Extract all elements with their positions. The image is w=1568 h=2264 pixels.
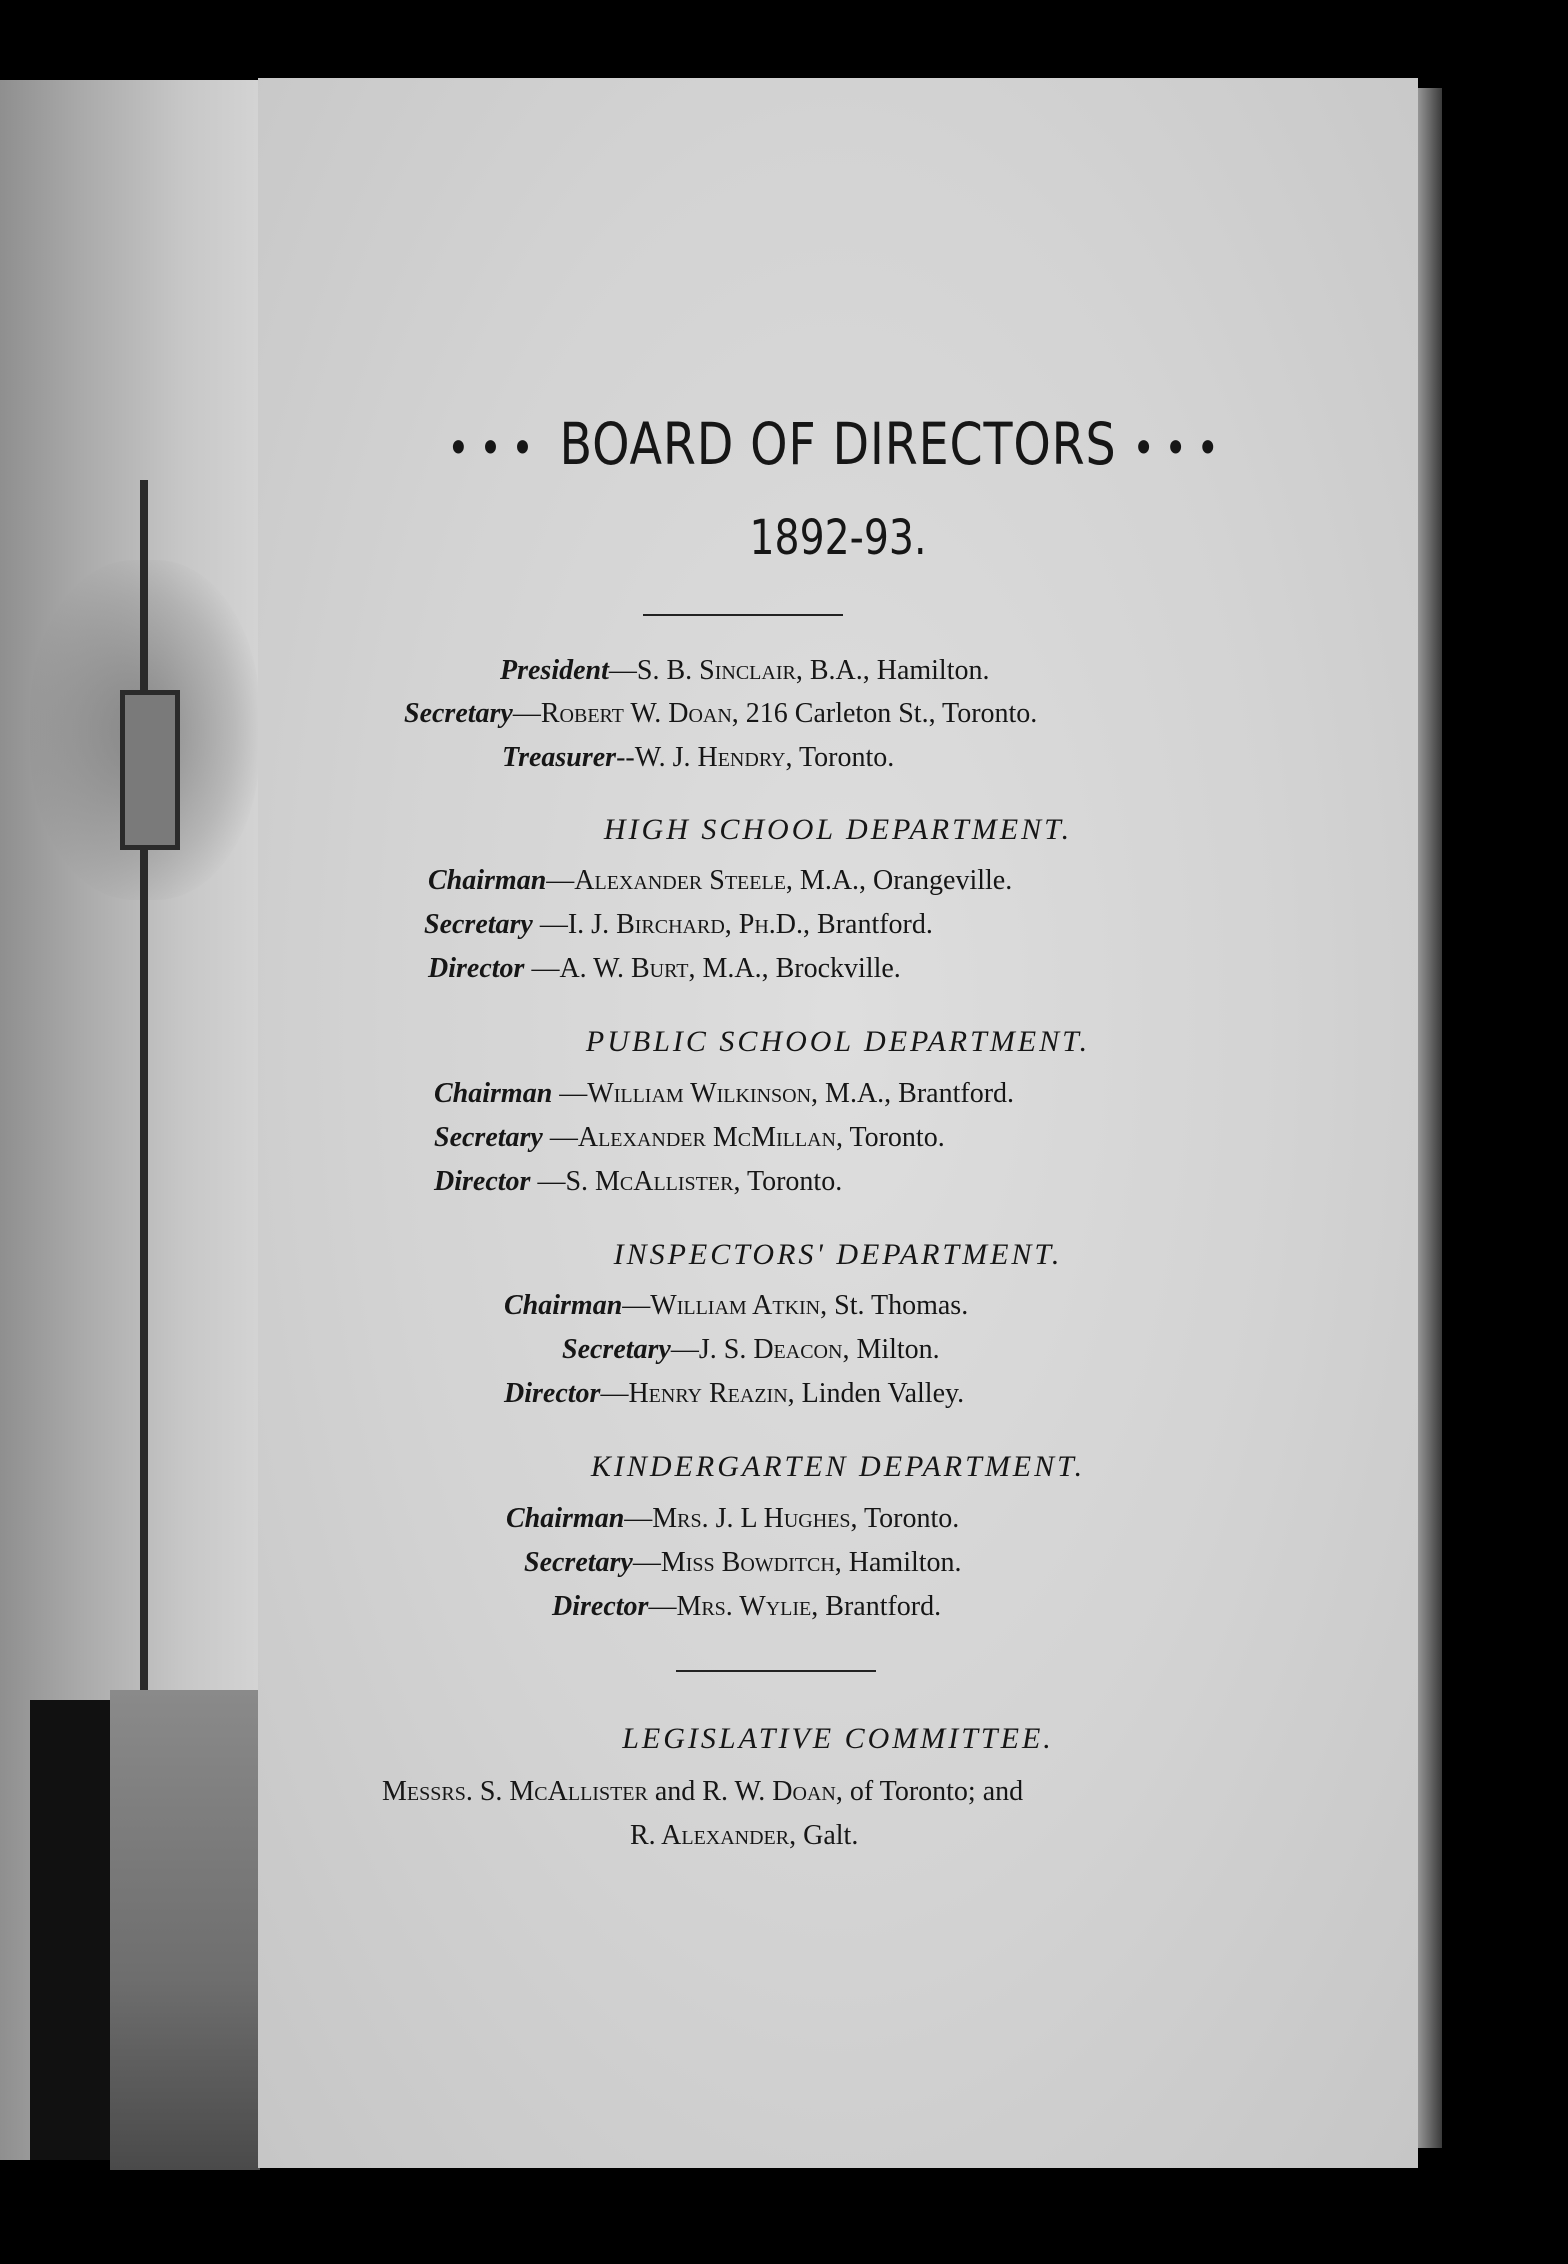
- separator: —: [546, 865, 575, 896]
- role-label: Treasurer: [502, 742, 617, 773]
- role-label: Secretary: [562, 1334, 671, 1365]
- person-details: , Brantford.: [803, 909, 933, 940]
- divider-bottom: [676, 1670, 876, 1672]
- legislative-line-1: [382, 1776, 1023, 1808]
- title-dots-right: •••: [1132, 420, 1229, 475]
- section-heading-high-school: HIGH SCHOOL DEPARTMENT.: [603, 813, 1073, 846]
- person-name: Miss Bowditch: [660, 1547, 835, 1578]
- separator: —: [542, 1122, 578, 1153]
- legislative-line-2: [630, 1820, 858, 1852]
- role-label: Secretary: [434, 1122, 543, 1153]
- separator: —: [532, 909, 568, 940]
- person-name: Mrs. J. L Hughes: [652, 1503, 851, 1534]
- role-label: Chairman: [428, 865, 547, 896]
- page-title: [362, 410, 1313, 478]
- person-name: Mrs. Wylie: [676, 1591, 812, 1622]
- person-details: , St. Thomas.: [820, 1290, 969, 1321]
- person-details: , Toronto.: [835, 1122, 945, 1153]
- person-name: William Atkin: [650, 1290, 821, 1321]
- role-label: Chairman: [504, 1290, 623, 1321]
- person-name: A. W. Burt: [559, 953, 689, 984]
- role-label: President: [500, 655, 609, 686]
- person-name: Messrs. S. McAllister: [382, 1776, 648, 1807]
- title-dots-left: •••: [447, 420, 544, 475]
- section-heading-legislative: LEGISLATIVE COMMITTEE.: [622, 1722, 1054, 1755]
- person-name: Robert W. Doan: [540, 698, 732, 729]
- member-row: [428, 953, 901, 985]
- person-details: , Linden Valley.: [787, 1378, 965, 1409]
- separator: --: [616, 742, 635, 773]
- role-label: Secretary: [404, 698, 513, 729]
- person-name: Henry Reazin: [628, 1378, 788, 1409]
- person-name: R. Alexander: [630, 1820, 790, 1851]
- separator: —: [512, 698, 541, 729]
- member-row: [424, 909, 933, 941]
- member-row: [428, 865, 1012, 897]
- person-name: William Wilkinson: [587, 1078, 812, 1109]
- person-details: , Galt.: [789, 1820, 859, 1851]
- role-label: Director: [552, 1591, 649, 1622]
- role-label: Director: [504, 1378, 601, 1409]
- divider-top: [643, 614, 843, 616]
- member-row: [434, 1166, 842, 1198]
- member-row: [562, 1334, 940, 1366]
- person-name: J. S. Deacon: [698, 1334, 843, 1365]
- officer-secretary: [404, 698, 1037, 730]
- person-details: , Brantford.: [811, 1591, 942, 1622]
- separator: —: [524, 953, 560, 984]
- role-label: Chairman: [434, 1078, 553, 1109]
- title-text: BOARD OF DIRECTORS: [559, 410, 1117, 478]
- separator: —: [622, 1290, 651, 1321]
- person-details: , M.A., Brockville.: [688, 953, 901, 984]
- person-details: , M.A., Brantford.: [811, 1078, 1015, 1109]
- officer-president: [500, 655, 990, 687]
- person-details: , 216 Carleton St., Toronto.: [731, 698, 1038, 729]
- member-row: [552, 1591, 941, 1623]
- binding-notch: [120, 690, 180, 850]
- binding-spine: [140, 480, 148, 1780]
- member-row: [504, 1378, 964, 1410]
- role-label: Director: [428, 953, 525, 984]
- officer-treasurer: [502, 742, 894, 774]
- role-label: Secretary: [424, 909, 533, 940]
- section-heading-public-school: PUBLIC SCHOOL DEPARTMENT.: [585, 1025, 1091, 1058]
- person-details: , Hamilton.: [834, 1547, 962, 1578]
- conjunction: and: [647, 1776, 703, 1807]
- member-row: [506, 1503, 959, 1535]
- separator: —: [600, 1378, 629, 1409]
- separator: —: [608, 655, 637, 686]
- person-details: , of Toronto; and: [835, 1776, 1024, 1807]
- person-details: , M.A., Orangeville.: [785, 865, 1013, 896]
- separator: —: [648, 1591, 677, 1622]
- torn-page-edge: [110, 1690, 260, 2170]
- person-name: W. J. Hendry: [634, 742, 786, 773]
- person-name: R. W. Doan: [702, 1776, 836, 1807]
- role-label: Secretary: [524, 1547, 633, 1578]
- member-row: [524, 1547, 962, 1579]
- section-heading-inspectors: INSPECTORS' DEPARTMENT.: [613, 1238, 1063, 1271]
- separator: —: [552, 1078, 588, 1109]
- person-name: S. McAllister: [565, 1166, 734, 1197]
- person-name: S. B. Sinclair: [636, 655, 796, 686]
- person-details: , Toronto.: [733, 1166, 843, 1197]
- member-row: [504, 1290, 968, 1322]
- role-label: Chairman: [506, 1503, 625, 1534]
- separator: —: [670, 1334, 699, 1365]
- person-details: , Milton.: [842, 1334, 940, 1365]
- separator: —: [624, 1503, 653, 1534]
- member-row: [434, 1122, 945, 1154]
- person-details: , B.A., Hamilton.: [795, 655, 990, 686]
- separator: —: [632, 1547, 661, 1578]
- person-details: , Toronto.: [785, 742, 895, 773]
- role-label: Director: [434, 1166, 531, 1197]
- person-name: Alexander Steele: [574, 865, 786, 896]
- year-subtitle: 1892-93.: [749, 510, 927, 566]
- separator: —: [530, 1166, 566, 1197]
- person-details: , Toronto.: [850, 1503, 960, 1534]
- section-heading-kindergarten: KINDERGARTEN DEPARTMENT.: [590, 1450, 1086, 1483]
- person-name: I. J. Birchard, Ph.D.: [567, 909, 804, 940]
- person-name: Alexander McMillan: [577, 1122, 836, 1153]
- member-row: [434, 1078, 1014, 1110]
